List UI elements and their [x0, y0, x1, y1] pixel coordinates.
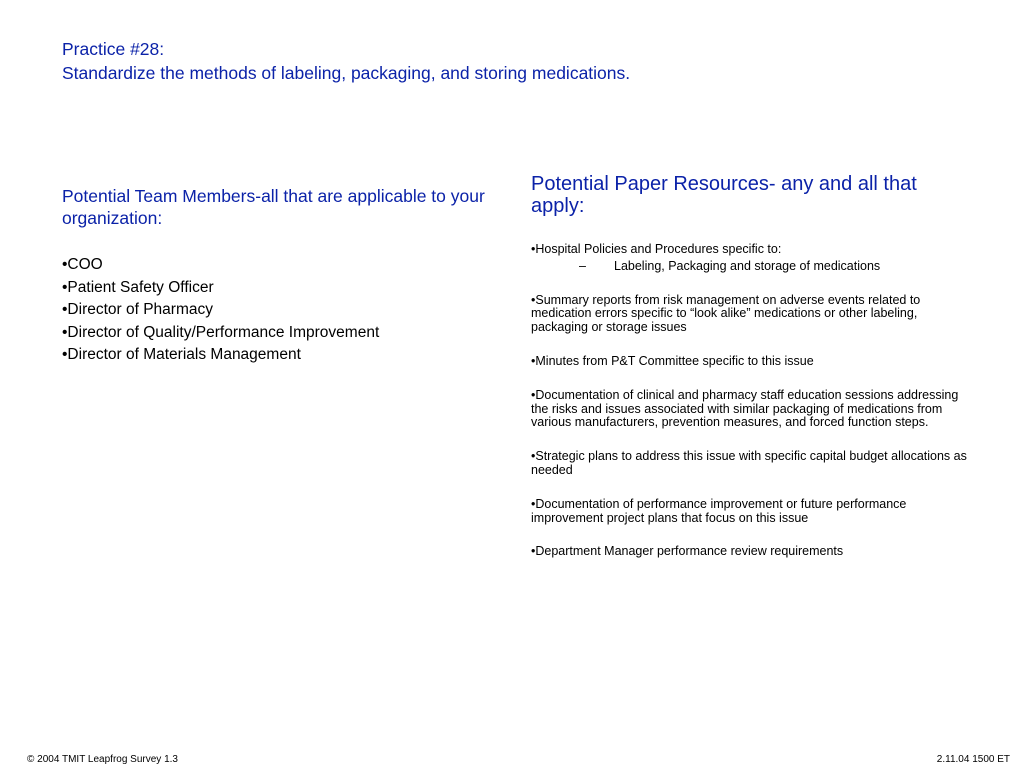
team-member-item: •Patient Safety Officer — [62, 278, 214, 296]
footer-date: 2.11.04 1500 ET — [936, 754, 1010, 765]
paper-resources-heading: Potential Paper Resources- any and all that apply: — [531, 173, 917, 217]
sub-item-dash: – — [579, 258, 586, 273]
resource-item: •Department Manager performance review requirements — [531, 544, 844, 559]
resource-item: •Documentation of clinical and pharmacy staff education sessions addressing the risks and issues associated with similar packaging of medications from various manufacturers, prevention measures, and forced function steps. — [531, 387, 959, 430]
resource-item: •Summary reports from risk management on adverse events related to medication errors specific to “look alike” medications or other labeling, packaging or storage issues — [531, 292, 921, 335]
resource-item: •Strategic plans to address this issue with specific capital budget allocations as needed — [531, 449, 967, 477]
team-members-section — [62, 185, 502, 367]
team-members-list — [62, 254, 502, 367]
practice-description: Standardize the methods of labeling, packaging, and storing medications. — [62, 63, 631, 83]
resource-item: •Minutes from P&T Committee specific to this issue — [531, 353, 814, 368]
resource-sub-item — [531, 260, 971, 274]
resource-item — [531, 243, 971, 274]
team-member-item: •Director of Materials Management — [62, 346, 301, 364]
paper-resources-section — [531, 173, 971, 579]
footer-copyright: © 2004 TMIT Leapfrog Survey 1.3 — [27, 754, 178, 765]
team-members-heading: Potential Team Members-all that are applicable to your organization: — [62, 186, 485, 228]
resource-item-text: •Hospital Policies and Procedures specific to: — [531, 242, 782, 256]
team-member-item: •Director of Quality/Performance Improvement — [62, 323, 380, 341]
paper-resources-list — [531, 243, 971, 559]
practice-number: Practice #28: — [62, 39, 165, 59]
resource-sub-item-text: Labeling, Packaging and storage of medications — [614, 258, 881, 273]
resource-item: •Documentation of performance improvement or future performance improvement project plans that focus on this issue — [531, 496, 907, 525]
team-member-item: •Director of Pharmacy — [62, 301, 213, 319]
team-member-item: •COO — [62, 256, 103, 273]
